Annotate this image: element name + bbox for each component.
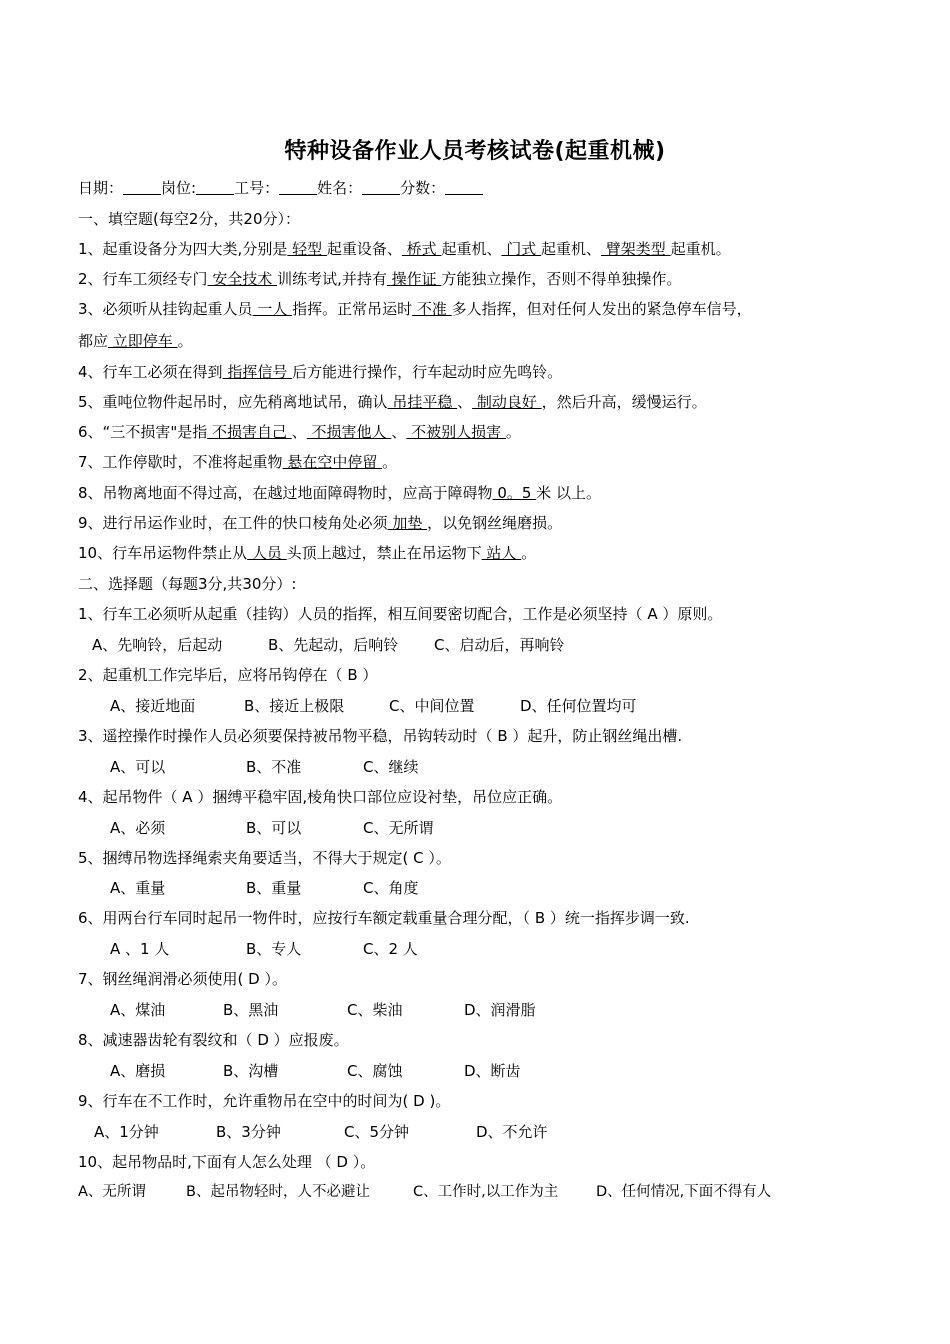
option[interactable]: C、角度 <box>363 879 419 897</box>
q-text: 10、行车吊运物件禁止从 <box>78 544 248 562</box>
exam-header-fields <box>78 178 483 198</box>
option[interactable]: B、先起动，后响铃 <box>268 636 399 654</box>
option[interactable]: B、3分钟 <box>216 1123 281 1141</box>
choice-question-1: 1、行车工必须听从起重（挂钩）人员的指挥，相互间要密切配合，工作是必须坚持（ A ）原则。 <box>78 605 723 623</box>
q-text: 头顶上越过，禁止在吊运物下 <box>286 544 482 562</box>
option[interactable]: C、继续 <box>363 758 419 776</box>
option[interactable]: C、腐蚀 <box>347 1062 403 1080</box>
option[interactable]: A、煤油 <box>110 1001 166 1019</box>
option[interactable]: C、无所谓 <box>363 819 434 837</box>
fill-question-2 <box>78 269 681 289</box>
choice-options-2 <box>110 696 637 716</box>
fill-question-7 <box>78 452 397 472</box>
fill-question-5 <box>78 392 707 412</box>
option[interactable]: D、任何情况,下面不得有人 <box>596 1184 772 1200</box>
option[interactable]: A、必须 <box>110 819 166 837</box>
choice-options-4 <box>110 818 433 838</box>
q-text: 3、必须听从挂钩起重人员 <box>78 300 253 318</box>
option[interactable]: B、可以 <box>246 819 302 837</box>
option[interactable]: B、黑油 <box>223 1001 279 1019</box>
option[interactable]: C、工作时,以工作为主 <box>413 1184 559 1200</box>
fill-question-3-cont <box>78 331 193 351</box>
answer: 臂架类型 <box>601 240 671 258</box>
choice-options-6 <box>110 939 418 959</box>
q-text: 5、重吨位物件起吊时，应先稍离地试吊，确认 <box>78 393 388 411</box>
option[interactable]: B、沟槽 <box>223 1062 279 1080</box>
choice-options-5 <box>110 878 418 898</box>
id-label: 工号： <box>234 179 280 197</box>
answer: 不损害自己 <box>207 423 292 441</box>
choice-question-6: 6、用两台行车同时起吊一物件时，应按行车额定载重量合理分配，（ B ）统一指挥步调一致. <box>78 909 690 927</box>
choice-options-3 <box>110 757 418 777</box>
score-blank[interactable] <box>445 180 483 195</box>
fill-question-8 <box>78 483 601 503</box>
q-text: 方能独立操作，否则不得单独操作。 <box>441 270 682 288</box>
option[interactable]: D、不允许 <box>476 1123 548 1141</box>
name-blank[interactable] <box>362 180 400 195</box>
q-text: 训练考试,并持有 <box>277 270 387 288</box>
q-text: 起重机。 <box>670 240 731 258</box>
score-label: 分数： <box>400 179 446 197</box>
q-text: 指挥。正常吊运时 <box>292 300 413 318</box>
choice-options-10 <box>78 1182 771 1202</box>
option[interactable]: A 、1 人 <box>110 940 170 958</box>
choice-question-8: 8、减速器齿轮有裂纹和（ D ）应报废。 <box>78 1031 349 1049</box>
choice-question-2: 2、起重机工作完毕后，应将吊钩停在（ B ） <box>78 666 378 684</box>
choice-question-4: 4、起吊物件（ A ）捆缚平稳牢固,棱角快口部位应设衬垫，吊位应正确。 <box>78 788 563 806</box>
answer: 不被别人损害 <box>406 423 506 441</box>
q-text: 起重设备、 <box>326 240 402 258</box>
option[interactable]: B、专人 <box>246 940 302 958</box>
q-text: 、 <box>391 423 407 441</box>
choice-question-7: 7、钢丝绳润滑必须使用( D ）。 <box>78 970 287 988</box>
option[interactable]: A、先响铃，后起动 <box>92 636 223 654</box>
q-text: 。 <box>382 453 398 471</box>
choice-options-7 <box>110 1000 536 1020</box>
q-text: 。 <box>505 423 521 441</box>
answer: 一人 <box>252 300 293 318</box>
q-text: 都应 <box>78 332 109 350</box>
answer: 指挥信号 <box>222 363 293 381</box>
q-text: 多人指挥，但对任何人发出的紧急停车信号， <box>451 300 752 318</box>
q-text: 4、行车工必须在得到 <box>78 363 223 381</box>
fill-question-10 <box>78 543 536 563</box>
choice-options-9 <box>94 1122 548 1142</box>
answer: 0。5 <box>492 484 537 502</box>
choice-question-9: 9、行车在不工作时，允许重物吊在空中的时间为( D )。 <box>78 1092 451 1110</box>
section1-heading: 一、填空题(每空2分，共20分）： <box>78 210 300 228</box>
answer: 门式 <box>501 240 541 258</box>
answer: 不损害他人 <box>306 423 392 441</box>
section2-heading: 二、选择题（每题3分,共30分）: <box>78 575 297 593</box>
answer: 立即停车 <box>108 332 178 350</box>
option[interactable]: D、断齿 <box>464 1062 521 1080</box>
q-text: 。 <box>521 544 537 562</box>
q-text: 6、“三不损害"是指 <box>78 423 208 441</box>
q-text: 8、吊物离地面不得过高，在越过地面障碍物时，应高于障碍物 <box>78 484 493 502</box>
id-blank[interactable] <box>279 180 317 195</box>
option[interactable]: B、起吊物轻时，人不必避让 <box>186 1184 370 1200</box>
page-title: 特种设备作业人员考核试卷(起重机械) <box>284 139 666 164</box>
q-text: 米 以上。 <box>536 484 601 502</box>
q-text: 起重机、 <box>441 240 502 258</box>
choice-question-5: 5、捆缚吊物选择绳索夹角要适当，不得大于规定( C ）。 <box>78 849 451 867</box>
option[interactable]: A、接近地面 <box>110 697 196 715</box>
fill-question-4 <box>78 362 562 382</box>
option[interactable]: C、中间位置 <box>389 697 475 715</box>
choice-question-10: 10、起吊物品时,下面有人怎么处理 （ D ）。 <box>78 1153 376 1171</box>
answer: 悬在空中停留 <box>282 453 383 471</box>
answer: 制动良好 <box>472 393 542 411</box>
fill-question-1 <box>78 239 731 259</box>
answer: 站人 <box>481 544 522 562</box>
answer: 吊挂平稳 <box>387 393 458 411</box>
date-label: 日期： <box>78 179 124 197</box>
q-text: 1、起重设备分为四大类,分别是 <box>78 240 288 258</box>
q-text: 起重机、 <box>541 240 602 258</box>
option[interactable]: A、重量 <box>110 879 166 897</box>
q-text: 2、行车工须经专门 <box>78 270 208 288</box>
option[interactable]: B、重量 <box>246 879 302 897</box>
option[interactable]: A、无所谓 <box>78 1184 146 1200</box>
answer: 不准 <box>412 300 452 318</box>
post-blank[interactable] <box>196 180 234 195</box>
post-label: 岗位: <box>161 179 197 197</box>
option[interactable]: C、启动后，再响铃 <box>434 636 565 654</box>
fill-question-9 <box>78 513 562 533</box>
option[interactable]: C、5分钟 <box>344 1123 410 1141</box>
answer: 安全技术 <box>207 270 278 288</box>
answer: 人员 <box>247 544 287 562</box>
option[interactable]: A、1分钟 <box>94 1123 159 1141</box>
q-text: 7、工作停歇时，不准将起重物 <box>78 453 283 471</box>
q-text: ，然后升高，缓慢运行。 <box>541 393 707 411</box>
q-text: ，以免钢丝绳磨损。 <box>427 514 563 532</box>
option[interactable]: B、接近上极限 <box>244 697 345 715</box>
q-text: 、 <box>457 393 473 411</box>
option[interactable]: A、磨损 <box>110 1062 166 1080</box>
choice-question-3: 3、遥控操作时操作人员必须要保持被吊物平稳，吊钩转动时（ B ）起升，防止钢丝绳出槽. <box>78 727 683 745</box>
q-text: 。 <box>177 332 193 350</box>
name-label: 姓名： <box>317 179 363 197</box>
option[interactable]: B、不准 <box>246 758 302 776</box>
option[interactable]: C、柴油 <box>347 1001 403 1019</box>
choice-options-8 <box>110 1061 521 1081</box>
answer: 操作证 <box>386 270 442 288</box>
option[interactable]: C、2 人 <box>363 940 418 958</box>
answer: 轻型 <box>287 240 327 258</box>
option[interactable]: D、任何位置均可 <box>520 697 637 715</box>
answer: 加垫 <box>387 514 428 532</box>
q-text: 、 <box>291 423 307 441</box>
fill-question-6 <box>78 422 521 442</box>
answer: 桥式 <box>401 240 442 258</box>
choice-options-1 <box>92 635 564 655</box>
q-text: 后方能进行操作，行车起动时应先鸣铃。 <box>292 363 563 381</box>
option[interactable]: D、润滑脂 <box>464 1001 536 1019</box>
q-text: 9、进行吊运作业时，在工件的快口棱角处必须 <box>78 514 388 532</box>
date-blank[interactable] <box>123 180 161 195</box>
fill-question-3 <box>78 299 752 319</box>
option[interactable]: A、可以 <box>110 758 166 776</box>
